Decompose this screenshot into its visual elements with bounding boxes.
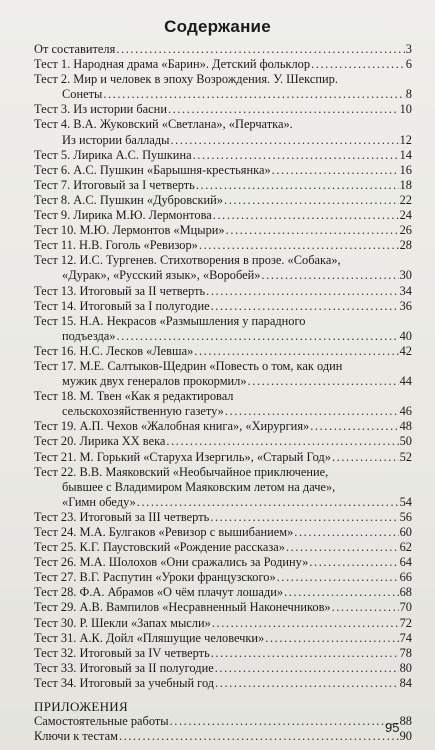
dot-leader (215, 676, 399, 691)
toc-entry-title: Тест 3. Из истории басни (34, 102, 167, 117)
toc-entry-title: Тест 7. Итоговый за I четверть (34, 177, 195, 192)
toc-entry (34, 495, 412, 510)
toc-entry-page: 6 (405, 57, 412, 72)
toc-entry (34, 434, 412, 449)
dot-leader (294, 525, 398, 540)
toc-entry-title: Тест 31. А.К. Дойл «Пляшущие человечки» (34, 630, 265, 645)
toc-entry (34, 525, 412, 540)
table-of-contents (34, 42, 412, 744)
dot-leader (248, 374, 399, 389)
dot-leader (286, 540, 399, 555)
dot-leader (168, 102, 399, 117)
toc-entry (34, 148, 412, 163)
toc-entry (34, 238, 412, 253)
toc-entry-page: 34 (399, 283, 412, 298)
toc-entry-title: От составителя (34, 42, 116, 56)
toc-entry-title: Тест 30. Р. Шекли «Запах мысли» (34, 615, 211, 630)
toc-entry (34, 404, 412, 419)
toc-entry-title: Тест 28. Ф.А. Абрамов «О чём плачут лошади» (34, 585, 284, 600)
dot-leader (211, 299, 399, 314)
toc-entry-title: Тест 23. Итоговый за III четверть (34, 509, 210, 524)
toc-entry-page: 26 (399, 223, 412, 238)
toc-entry-page: 18 (399, 177, 412, 192)
toc-entry-page: 40 (399, 328, 412, 343)
toc-entry-title: сельскохозяйственную газету» (62, 404, 224, 419)
toc-entry-page: 42 (399, 343, 412, 358)
toc-entry (34, 450, 412, 465)
toc-entry-page: 14 (399, 147, 412, 162)
dot-leader (119, 729, 399, 744)
toc-entry-page: 10 (399, 102, 412, 117)
toc-entry (34, 359, 412, 374)
dot-leader (265, 631, 398, 646)
toc-entry-page: 36 (399, 298, 412, 313)
toc-entry-title: Тест 22. В.В. Маяковский «Необычайное приключение, (34, 464, 329, 479)
toc-entry (34, 600, 412, 615)
toc-entry-page: 78 (399, 645, 412, 660)
toc-main-list (34, 42, 412, 691)
toc-entry (34, 223, 412, 238)
toc-entry (34, 253, 412, 268)
dot-leader (210, 510, 398, 525)
toc-entry-page: 90 (399, 729, 412, 744)
toc-entry-page: 80 (399, 660, 412, 675)
dot-leader (170, 133, 398, 148)
toc-entry (34, 419, 412, 434)
dot-leader (166, 434, 398, 449)
toc-entry-title: Тест 19. А.П. Чехов «Жалобная книга», «Хирургия» (34, 419, 310, 434)
toc-entry-page: 56 (399, 509, 412, 524)
toc-entry (34, 268, 412, 283)
toc-entry-title: Тест 14. Итоговый за I полугодие (34, 298, 210, 313)
dot-leader (272, 163, 399, 178)
dot-leader (332, 450, 399, 465)
toc-entry-page: 46 (399, 404, 412, 419)
toc-entry (34, 87, 412, 102)
toc-entry-page: 62 (399, 540, 412, 555)
toc-entry-page: 66 (399, 570, 412, 585)
toc-entry (34, 102, 412, 117)
dot-leader (196, 178, 399, 193)
dot-leader (310, 419, 398, 434)
toc-entry-title: Тест 20. Лирика XX века (34, 434, 166, 449)
toc-entry (34, 299, 412, 314)
toc-entry (34, 42, 412, 57)
toc-entry (34, 570, 412, 585)
toc-entry-page: 52 (399, 449, 412, 464)
toc-entry (34, 117, 412, 132)
toc-entry-title: Из истории баллады (62, 132, 170, 147)
toc-entry-page: 44 (399, 374, 412, 389)
dot-leader (332, 600, 399, 615)
dot-leader (170, 714, 399, 729)
toc-entry (34, 616, 412, 631)
dot-leader (116, 42, 404, 57)
toc-entry (34, 178, 412, 193)
toc-entry-title: Тест 18. М. Твен «Как я редактировал (34, 389, 234, 404)
dot-leader (194, 344, 398, 359)
toc-entry-title: Тест 11. Н.В. Гоголь «Ревизор» (34, 238, 198, 253)
dot-leader (261, 268, 398, 283)
toc-entry-title: Тест 27. В.Г. Распутин «Уроки французского» (34, 570, 276, 585)
toc-entry-page: 22 (399, 192, 412, 207)
dot-leader (311, 57, 405, 72)
toc-entry (34, 646, 412, 661)
toc-entry-page: 54 (399, 494, 412, 509)
toc-entry-title: Тест 24. М.А. Булгаков «Ревизор с вышибанием» (34, 525, 294, 539)
toc-entry-page: 30 (399, 268, 412, 283)
toc-entry-page: 24 (399, 208, 412, 223)
dot-leader (309, 555, 398, 570)
toc-entry (34, 344, 412, 359)
toc-entry-page: 68 (399, 585, 412, 600)
toc-entry-title: Тест 25. К.Г. Паустовский «Рождение рассказа» (34, 540, 285, 555)
toc-entry-page: 48 (399, 419, 412, 434)
toc-entry (34, 714, 412, 729)
toc-entry-title: Тест 29. А.В. Вампилов «Несравненный Наконечников» (34, 600, 331, 615)
toc-entry-title: Сонеты (62, 87, 103, 102)
page-number: 95 (385, 720, 400, 735)
toc-entry (34, 676, 412, 691)
toc-entry-title: Ключи к тестам (34, 729, 118, 744)
toc-appendix-list (34, 714, 412, 744)
toc-entry (34, 329, 412, 344)
toc-entry-title: Тест 4. В.А. Жуковский «Светлана», «Перчатка». (34, 117, 293, 132)
toc-entry-page: 60 (399, 525, 412, 539)
toc-entry-title: Тест 13. Итоговый за II четверть (34, 283, 206, 298)
toc-entry (34, 661, 412, 676)
dot-leader (199, 238, 399, 253)
dot-leader (215, 661, 399, 676)
toc-entry (34, 729, 412, 744)
dot-leader (137, 495, 399, 510)
dot-leader (224, 193, 399, 208)
toc-entry-title: Тест 16. Н.С. Лесков «Левша» (34, 343, 194, 358)
toc-entry (34, 208, 412, 223)
toc-entry-page: 28 (399, 238, 412, 253)
toc-entry-page: 88 (399, 714, 412, 729)
dot-leader (103, 87, 404, 102)
appendix-heading: ПРИЛОЖЕНИЯ (34, 699, 128, 715)
dot-leader (117, 329, 399, 344)
toc-entry-title: Тест 34. Итоговый за учебный год (34, 675, 215, 690)
toc-entry-title: Тест 17. М.Е. Салтыков-Щедрин «Повесть о том, как один (34, 358, 343, 373)
toc-entry (34, 57, 412, 72)
toc-entry-title: Тест 15. Н.А. Некрасов «Размышления у парадного (34, 313, 306, 328)
toc-entry-title: «Гимн обеду» (62, 494, 136, 509)
toc-entry (34, 510, 412, 525)
toc-entry-page: 72 (399, 615, 412, 630)
toc-entry-page: 12 (399, 132, 412, 147)
toc-entry-page: 3 (405, 42, 412, 56)
toc-entry-page: 8 (405, 87, 412, 102)
page-title: Содержание (164, 17, 271, 36)
toc-entry-title: подъезда» (62, 328, 116, 343)
dot-leader (206, 284, 398, 299)
dot-leader (212, 616, 399, 631)
toc-entry-title: Тест 32. Итоговый за IV четверть (34, 645, 210, 660)
dot-leader (277, 570, 399, 585)
dot-leader (213, 208, 399, 223)
toc-entry-page: 74 (399, 630, 412, 645)
toc-entry (34, 163, 412, 178)
toc-entry (34, 540, 412, 555)
toc-entry-title: Тест 33. Итоговый за II полугодие (34, 660, 214, 675)
toc-entry (34, 389, 412, 404)
toc-entry-title: Тест 8. А.С. Пушкин «Дубровский» (34, 192, 224, 207)
toc-entry (34, 585, 412, 600)
toc-entry (34, 374, 412, 389)
toc-entry-title: Самостоятельные работы (34, 714, 169, 729)
toc-entry-title: бывшее с Владимиром Маяковским летом на даче», (62, 479, 336, 494)
toc-entry (34, 314, 412, 329)
toc-entry-page: 64 (399, 555, 412, 570)
toc-entry-title: Тест 2. Мир и человек в эпоху Возрождения. У. Шекспир. (34, 72, 338, 87)
toc-entry (34, 193, 412, 208)
toc-entry-title: Тест 26. М.А. Шолохов «Они сражались за Родину» (34, 555, 309, 570)
toc-entry-title: Тест 6. А.С. Пушкин «Барышня-крестьянка» (34, 162, 271, 177)
toc-entry-page: 16 (399, 162, 412, 177)
toc-entry (34, 284, 412, 299)
toc-entry-title: мужик двух генералов прокормил» (62, 374, 247, 389)
toc-entry-page: 50 (399, 434, 412, 449)
toc-entry-title: Тест 5. Лирика А.С. Пушкина (34, 147, 192, 162)
toc-entry-title: Тест 1. Народная драма «Барин». Детский фольклор (34, 57, 311, 72)
toc-entry (34, 480, 412, 495)
dot-leader (193, 148, 399, 163)
dot-leader (284, 585, 399, 600)
toc-entry (34, 555, 412, 570)
toc-entry-title: Тест 10. М.Ю. Лермонтов «Мцыри» (34, 223, 225, 238)
toc-entry (34, 465, 412, 480)
toc-entry (34, 72, 412, 87)
toc-entry-title: Тест 21. М. Горький «Старуха Изергиль», «Старый Год» (34, 449, 331, 464)
toc-entry-title: «Дурак», «Русский язык», «Воробей» (62, 268, 261, 283)
toc-entry-title: Тест 9. Лирика М.Ю. Лермонтова (34, 208, 212, 223)
toc-entry-title: Тест 12. И.С. Тургенев. Стихотворения в прозе. «Собака», (34, 253, 341, 268)
dot-leader (211, 646, 399, 661)
dot-leader (226, 223, 399, 238)
toc-entry-page: 84 (399, 675, 412, 690)
toc-entry (34, 133, 412, 148)
toc-entry-page: 70 (399, 600, 412, 615)
toc-entry (34, 631, 412, 646)
dot-leader (225, 404, 399, 419)
